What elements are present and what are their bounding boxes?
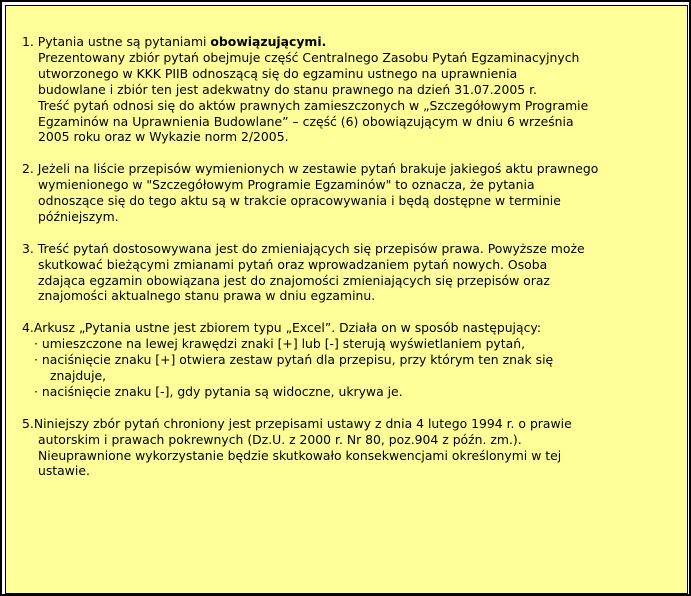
section-4-bullet-continuation: znajduje, [50, 367, 107, 383]
section-2-number: 2. [22, 161, 34, 177]
section-2-line: odnoszące się do tego aktu są w trakcie opracowywania i będą dostępne w terminie [38, 193, 561, 209]
section-3-line: znajomości aktualnego stanu prawa w dniu egzaminu. [38, 288, 376, 304]
section-5-line: ustawie. [38, 463, 90, 479]
section-3-line: skutkować bieżącymi zmianami pytań oraz wprowadzaniem pytań nowych. Osoba [38, 256, 548, 272]
section-4 [22, 320, 682, 400]
section-3-number: 3. [22, 240, 34, 256]
section-1-number: 1. [22, 34, 34, 49]
section-1 [22, 34, 682, 145]
section-4-bullet: · naciśnięcie znaku [+] otwiera zestaw pytań dla przepisu, przy którym ten znak się [34, 352, 554, 368]
section-3-line: zdająca egzamin obowiązana jest do znajomości zmieniających się przepisów oraz [38, 272, 550, 288]
section-1-line: Treść pytań odnosi się do aktów prawnych zamieszczonych w „Szczegółowym Programie [38, 97, 589, 113]
section-5-line: autorskim i prawach pokrewnych (Dz.U. z 2000 r. Nr 80, poz.904 z późn. zm.). [38, 431, 522, 447]
section-3-lead-text: Treść pytań dostosowywana jest do zmieniających się przepisów prawa. Powyższe może [37, 240, 585, 256]
section-2-line: późniejszym. [38, 208, 119, 224]
section-1-line: budowlane i zbiór ten jest adekwatny do stanu prawnego na dzień 31.07.2005 r. [38, 81, 537, 97]
section-1-line: Egzaminów na Uprawnienia Budowlane” – część (6) obowiązującym w dniu 6 września [38, 113, 574, 129]
section-5-line: Nieuprawnione wykorzystanie będzie skutkowało konsekwencjami określonymi w tej [38, 447, 562, 463]
section-1-lead-bold: obowiązującymi. [210, 34, 327, 49]
section-4-lead [22, 320, 682, 336]
section-1-line: Prezentowany zbiór pytań obejmuje część Centralnego Zasobu Pytań Egzaminacyjnych [38, 49, 580, 65]
section-2 [22, 161, 682, 225]
section-4-lead-text: Arkusz „Pytania ustne jest zbiorem typu „Excel”. Działa on w sposób następujący: [33, 320, 542, 336]
notes-content [22, 34, 682, 495]
section-1-line: utworzonego w KKK PIIB odnoszącą się do egzaminu ustnego na uprawnienia [38, 65, 518, 81]
section-3 [22, 241, 682, 305]
section-5-number: 5. [22, 415, 34, 431]
section-5-lead [22, 416, 682, 432]
section-4-bullet: · umieszczone na lewej krawędzi znaki [+] lub [-] sterują wyświetlaniem pytań, [34, 336, 526, 352]
section-2-lead [22, 161, 682, 177]
notes-panel [5, 5, 688, 594]
section-5 [22, 416, 682, 480]
section-2-lead-text: Jeżeli na liście przepisów wymienionych w zestawie pytań brakuje jakiegoś aktu prawnego [37, 161, 599, 177]
section-5-lead-text: Niniejszy zbór pytań chroniony jest przepisami ustawy z dnia 4 lutego 1994 r. o prawie [33, 415, 572, 431]
section-4-number: 4. [22, 320, 34, 336]
section-3-lead [22, 241, 682, 257]
section-1-lead-text: Pytania ustne są pytaniami [37, 34, 211, 49]
section-1-lead [22, 34, 682, 50]
section-1-line: 2005 roku oraz w Wykazie norm 2/2005. [38, 129, 289, 145]
section-2-line: wymienionego w "Szczegółowym Programie Egzaminów" to oznacza, że pytania [38, 177, 535, 193]
section-4-bullet: · naciśnięcie znaku [-], gdy pytania są widoczne, ukrywa je. [34, 383, 403, 399]
